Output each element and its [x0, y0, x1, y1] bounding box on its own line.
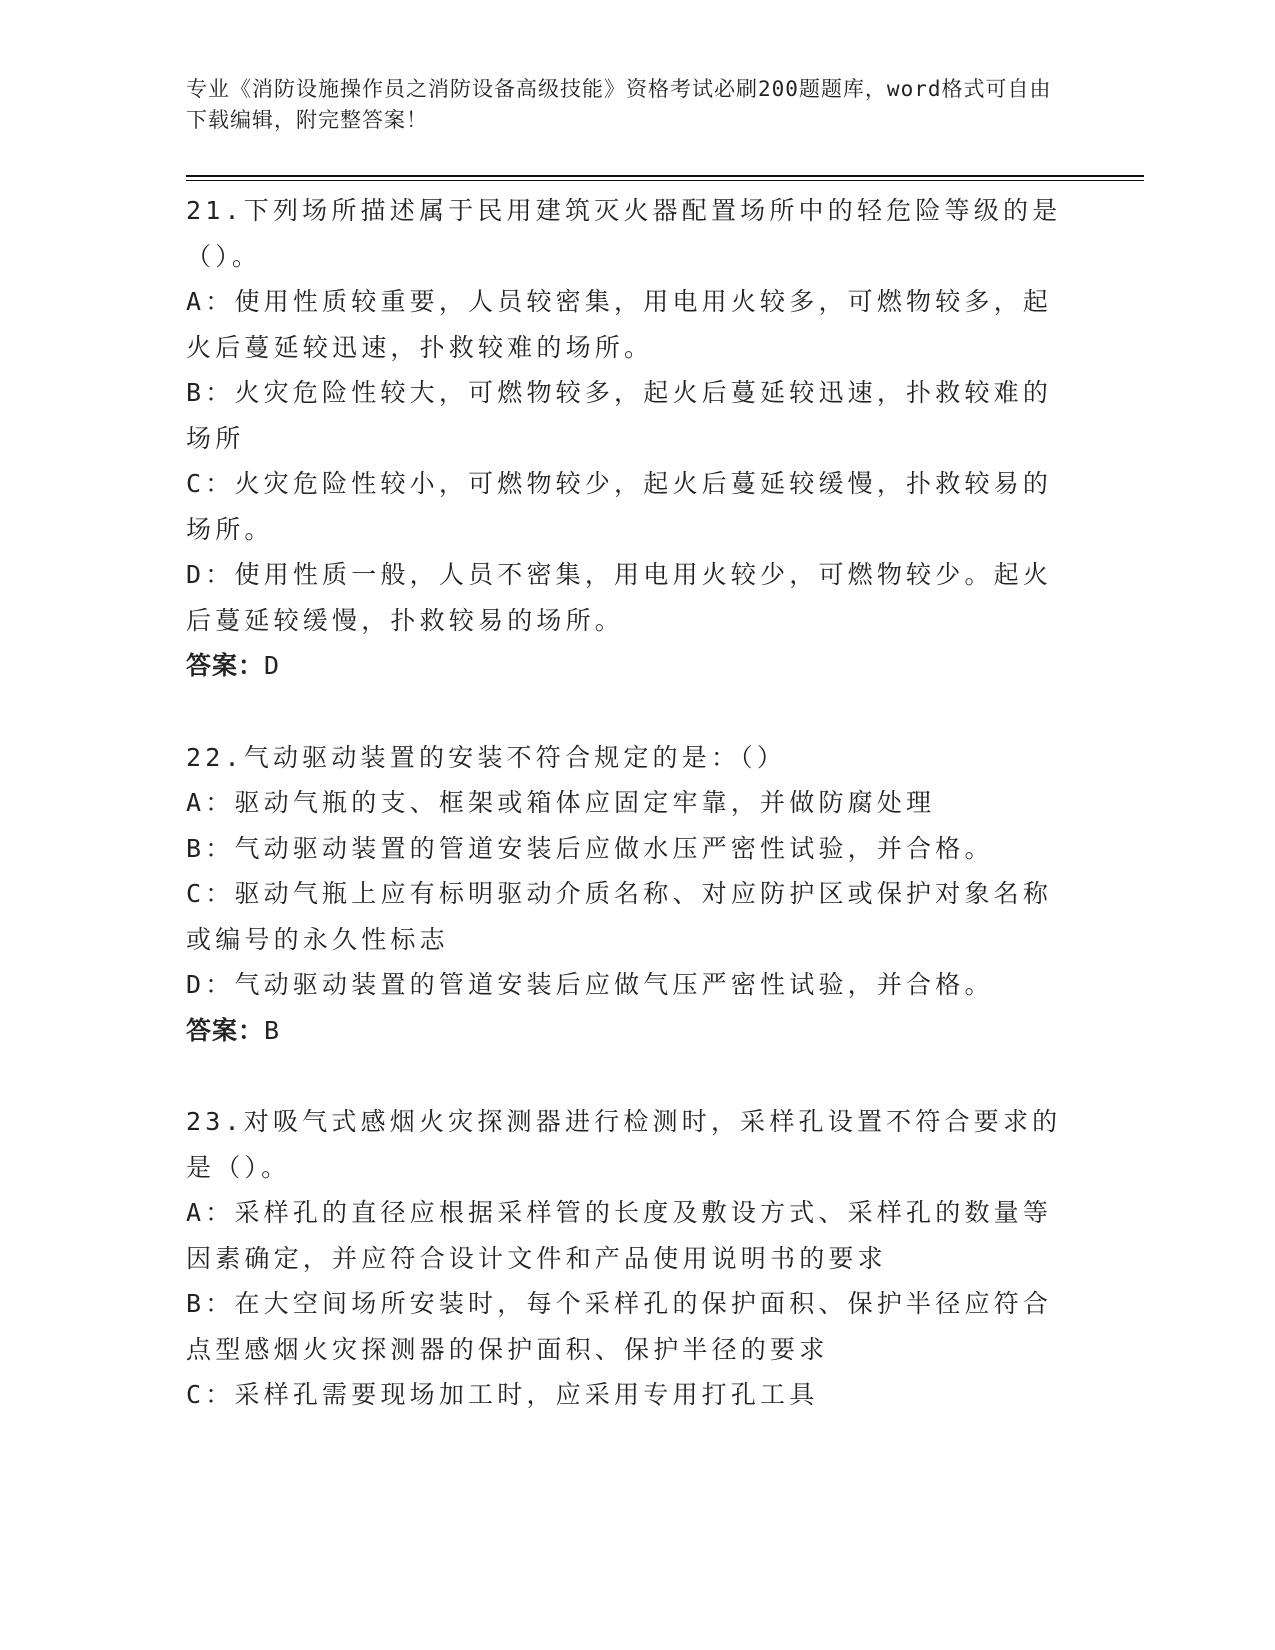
option-c: C：火灾危险性较小，可燃物较少，起火后蔓延较缓慢，扑救较易的场所。 — [186, 469, 1053, 544]
option-b: B：气动驱动装置的管道安装后应做水压严密性试验，并合格。 — [186, 833, 994, 863]
document-header: 专业《消防设施操作员之消防设备高级技能》资格考试必刷200题题库，word格式可自由下载编辑，附完整答案！ — [186, 77, 1052, 132]
option-a: A：驱动气瓶的支、框架或箱体应固定牢靠，并做防腐处理 — [186, 788, 936, 817]
option-c: C：驱动气瓶上应有标明驱动介质名称、对应防护区或保护对象名称或编号的永久性标志 — [186, 879, 1053, 954]
answer-value: B — [264, 1015, 281, 1045]
answer-line — [186, 1008, 1066, 1054]
option-b: B：在大空间场所安装时，每个采样孔的保护面积、保护半径应符合点型感烟火灾探测器的保护面积、保护半径的要求 — [186, 1289, 1053, 1364]
question-stem: 21.下列场所描述属于民用建筑灭火器配置场所中的轻危险等级的是（）。 — [186, 196, 1062, 271]
header-divider-thin — [186, 180, 1144, 181]
header-divider-thick — [186, 175, 1144, 177]
question-stem: 22.气动驱动装置的安装不符合规定的是：（） — [186, 742, 787, 772]
option-c: C：采样孔需要现场加工时，应采用专用打孔工具 — [186, 1380, 819, 1409]
answer-line — [186, 643, 1066, 689]
question-23 — [186, 1099, 1066, 1418]
option-d: D：使用性质一般，人员不密集，用电用火较少，可燃物较少。起火后蔓延较缓慢，扑救较易的场所。 — [186, 560, 1053, 635]
answer-label: 答案： — [186, 1015, 265, 1045]
answer-label: 答案： — [186, 651, 265, 680]
question-list — [186, 188, 1066, 1418]
question-21 — [186, 188, 1066, 689]
answer-value: D — [264, 651, 281, 680]
question-stem: 23.对吸气式感烟火灾探测器进行检测时，采样孔设置不符合要求的是（）。 — [186, 1107, 1062, 1182]
option-a: A：采样孔的直径应根据采样管的长度及敷设方式、采样孔的数量等因素确定，并应符合设计文件和产品使用说明书的要求 — [186, 1198, 1053, 1273]
question-22 — [186, 735, 1066, 1054]
option-a: A：使用性质较重要，人员较密集，用电用火较多，可燃物较多，起火后蔓延较迅速，扑救较难的场所。 — [186, 287, 1053, 362]
option-b: B：火灾危险性较大，可燃物较多，起火后蔓延较迅速，扑救较难的场所 — [186, 378, 1053, 453]
option-d: D：气动驱动装置的管道安装后应做气压严密性试验，并合格。 — [186, 970, 994, 999]
